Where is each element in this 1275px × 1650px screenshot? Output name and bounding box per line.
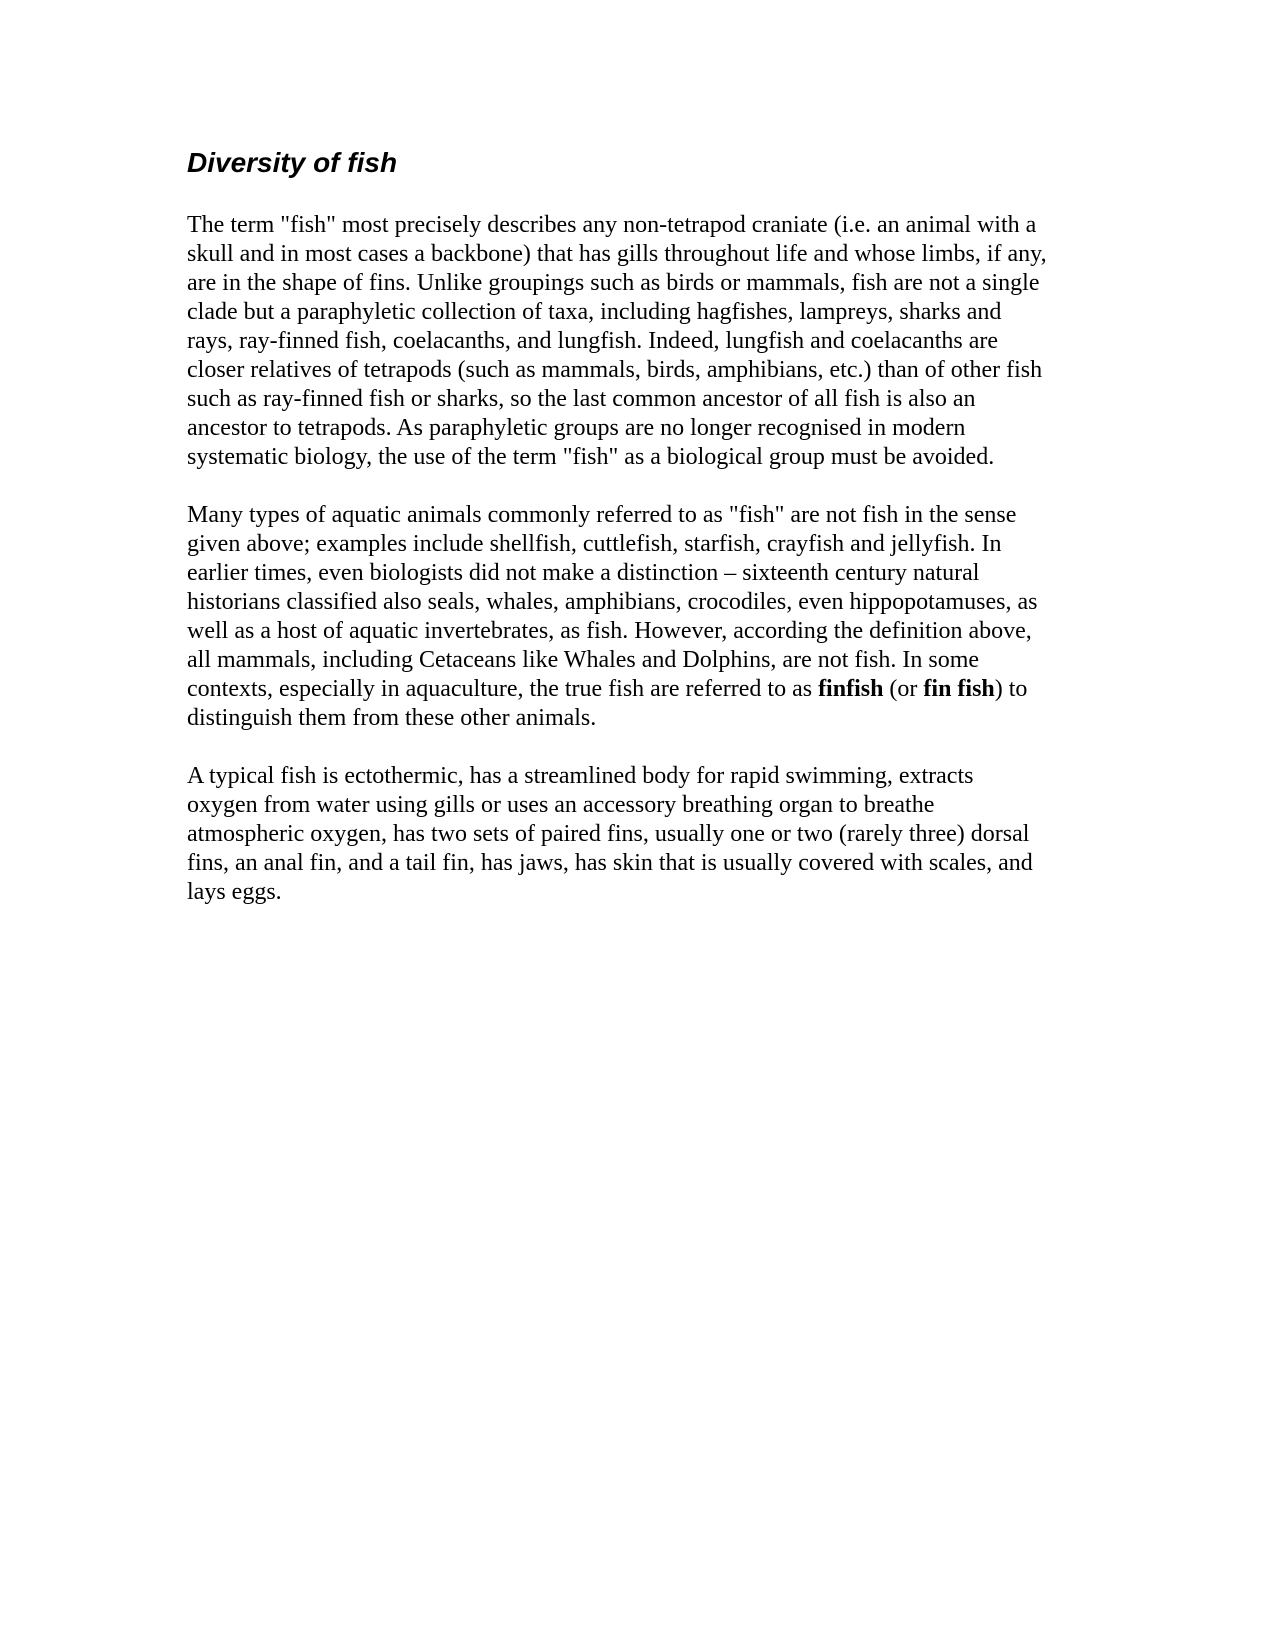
document-title: Diversity of fish (187, 147, 398, 178)
text-segment: contexts, especially in aquaculture, the true fish are referred to as (187, 676, 819, 702)
text-line: lays eggs. (187, 879, 282, 905)
text-line-with-bold (187, 675, 1087, 704)
text-line: well as a host of aquatic invertebrates, as fish. However, according the definition above, (187, 618, 1032, 644)
paragraph-not-fish (187, 501, 1087, 733)
text-segment: ) to (994, 676, 1028, 702)
text-line: all mammals, including Cetaceans like Whales and Dolphins, are not fish. In some (187, 647, 980, 673)
text-line: ancestor to tetrapods. As paraphyletic groups are no longer recognised in modern (187, 415, 966, 441)
text-line: oxygen from water using gills or uses an accessory breathing organ to breathe (187, 792, 935, 818)
text-line: such as ray-finned fish or sharks, so the last common ancestor of all fish is also an (187, 386, 976, 412)
text-line: closer relatives of tetrapods (such as mammals, birds, amphibians, etc.) than of other fish (187, 357, 1043, 383)
text-line: skull and in most cases a backbone) that has gills throughout life and whose limbs, if any, (187, 241, 1047, 267)
text-line: systematic biology, the use of the term "fish" as a biological group must be avoided. (187, 444, 995, 470)
paragraph-typical-fish (187, 762, 1087, 907)
text-line: given above; examples include shellfish, cuttlefish, starfish, crayfish and jellyfish. In (187, 531, 1002, 557)
text-line: Many types of aquatic animals commonly referred to as "fish" are not fish in the sense (187, 502, 1017, 528)
bold-term-fin-fish: fin fish (923, 676, 995, 702)
document-body (187, 146, 1087, 936)
bold-term-finfish: finfish (818, 676, 884, 702)
paragraph-fish-definition (187, 211, 1087, 472)
text-line: A typical fish is ectothermic, has a streamlined body for rapid swimming, extracts (187, 763, 974, 789)
text-line: clade but a paraphyletic collection of taxa, including hagfishes, lampreys, sharks and (187, 299, 1002, 325)
text-segment: (or (883, 676, 924, 702)
text-line: atmospheric oxygen, has two sets of paired fins, usually one or two (rarely three) dorsal (187, 821, 1030, 847)
text-line: distinguish them from these other animals. (187, 705, 597, 731)
text-line: fins, an anal fin, and a tail fin, has jaws, has skin that is usually covered with scales, and (187, 850, 1033, 876)
text-line: The term "fish" most precisely describes any non-tetrapod craniate (i.e. an animal with a (187, 212, 1037, 238)
text-line: earlier times, even biologists did not make a distinction – sixteenth century natural (187, 560, 980, 586)
text-line: rays, ray-finned fish, coelacanths, and lungfish. Indeed, lungfish and coelacanths are (187, 328, 999, 354)
text-line: are in the shape of fins. Unlike groupings such as birds or mammals, fish are not a single (187, 270, 1040, 296)
text-line: historians classified also seals, whales, amphibians, crocodiles, even hippopotamuses, as (187, 589, 1038, 615)
